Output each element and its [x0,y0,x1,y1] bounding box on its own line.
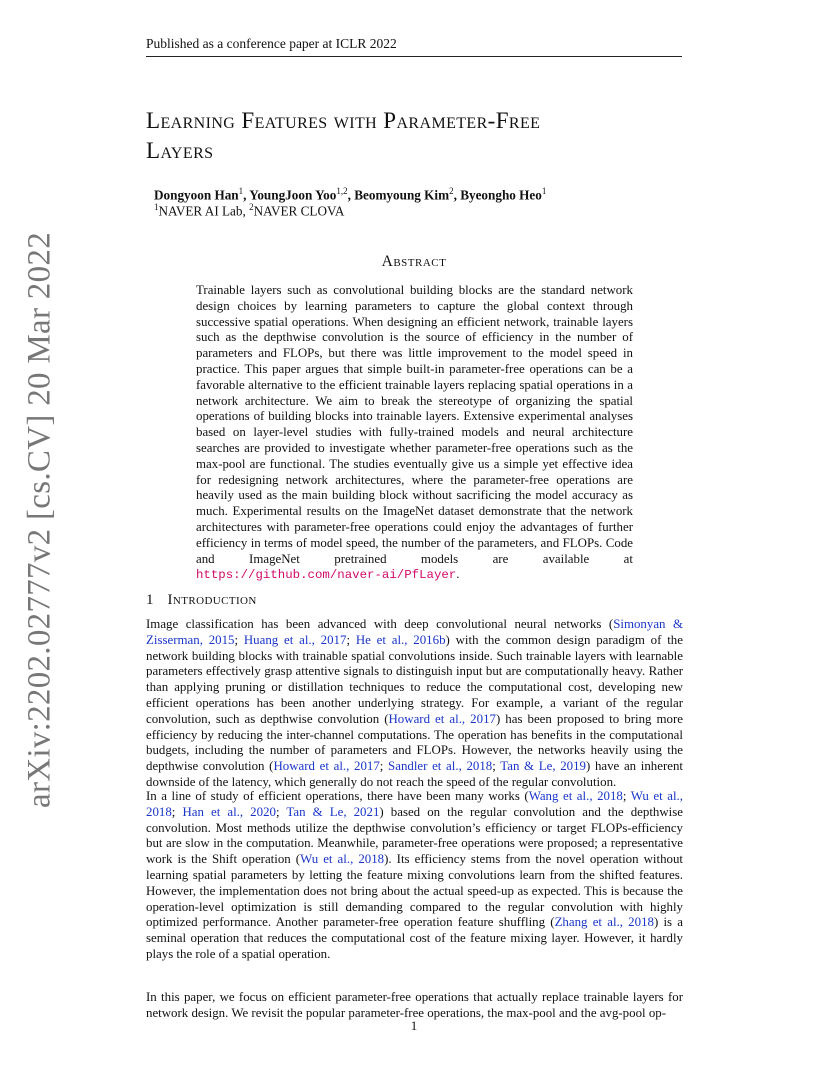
citation-link[interactable]: Wu et al., 2018 [300,852,385,867]
citation-link[interactable]: Simonyan & Zisserman, 2015 [146,617,683,647]
author-affiliation-mark: 1,2 [336,186,348,196]
title-line-1: Learning Features with Parameter-Free [146,108,541,133]
section-number: 1 [146,592,154,608]
page-number: 1 [410,1018,418,1033]
running-header: Published as a conference paper at ICLR 2022 [146,36,682,57]
abstract-body: Trainable layers such as convolutional building blocks are the standard network design choices by learning parameters to capture the global context through successive spatial operations. When designing an efficient network, trainable layers such as the depthwise convolution is the source of efficiency in the number of parameters and FLOPs, but there was little improvement to the model speed in practice. This paper argues that simple built-in parameter-free operations can be a favorable alternative to the efficient trainable layers replacing spatial operations in a network architecture. We aim to break the stereotype of organizing the spatial operations of building blocks into trainable layers. Extensive experimental analyses based on layer-level studies with fully-trained models and neural architecture searches are provided to investigate whether parameter-free operations such as the max-pool are functional. The studies eventually give us a simple yet effective idea for redesigning network architectures, where the parameter-free operations are heavily used as the main building block without sacrificing the model accuracy as much. Experimental results on the ImageNet dataset demonstrate that the network architectures with parameter-free operations could enjoy the advantages of further efficiency in terms of model speed, the number of the parameters, and FLOPs. Code and ImageNet pretrained models are available at https://github.com/naver-ai/PfLayer. [196,283,633,583]
citation-link[interactable]: Howard et al., 2017 [388,711,496,726]
affiliation-name: NAVER AI Lab, [158,203,250,219]
arxiv-id-text: arXiv:2202.02777v2 [cs.CV] 20 Mar 2022 [21,232,58,808]
title-line-2: Layers [146,138,214,163]
section-heading-introduction [146,592,257,609]
author-affiliation-mark: 1 [541,186,547,196]
affiliation-name: NAVER CLOVA [253,203,345,219]
author-affiliation-mark: 2 [449,186,454,196]
author-name: Dongyoon Han [154,187,239,203]
author-affiliation-mark: 1 [238,186,244,196]
citation-link[interactable]: Howard et al., 2017 [273,759,380,774]
intro-paragraph-2: In a line of study of efficient operations, there have been many works (Wang et al., 2018; Wu et al., 2018; Han et al., 2020; Tan & Le, 2021) based on the regular convolution and the depthwise convolution. Most methods utilize the depthwise convolution’s efficiency or target FLOPs-efficiency but are slow in the computation. Meanwhile, parameter-free operations were proposed; a representative work is the Shift operation (Wu et al., 2018). Its efficiency stems from the novel operation without learning spatial parameters by letting the feature mixing convolutions learn from the shifted features. However, the implementation does not bring about the actual speed-up as expected. This is because the operation-level optimization is still demanding compared to the regular convolution with highly optimized performance. Another parameter-free operation feature shuffling (Zhang et al., 2018) is a seminal operation that reduces the computational cost of the feature mixing layer. However, it hardly plays the role of a spatial operation. [146,789,684,961]
citation-link[interactable]: Tan & Le, 2021 [286,804,380,819]
citation-link[interactable]: Huang et al., 2017 [243,632,347,647]
intro-paragraph-3: In this paper, we focus on efficient parameter-free operations that actually replace trainable layers for network design. We revisit the popular parameter-free operations, the max-pool and the avg-pool op- [146,990,683,1020]
affiliations [154,199,714,219]
author-name: YoungJoon Yoo [249,187,337,203]
author-name: Byeongho Heo [460,187,542,203]
citation-link[interactable]: Tan & Le, 2019 [500,759,586,774]
section-title: Introduction [167,592,257,608]
abstract-heading: Abstract [381,253,447,270]
citation-link[interactable]: Wu et al., 2018 [146,789,684,819]
affiliation-mark: 1 [154,202,159,212]
citation-link[interactable]: Sandler et al., 2018 [388,759,493,774]
affiliation-mark: 2 [249,202,254,212]
citation-link[interactable]: Zhang et al., 2018 [554,915,654,930]
author-name: Beomyoung Kim [354,187,450,203]
citation-link[interactable]: Wang et al., 2018 [528,789,623,803]
citation-link[interactable]: Han et al., 2020 [182,804,276,819]
citation-link[interactable]: He et al., 2016b [355,632,446,647]
paper-title [146,106,686,166]
code-repository-link[interactable]: https://github.com/naver-ai/PfLayer [196,568,457,583]
intro-paragraph-1: Image classification has been advanced with deep convolutional neural networks (Simonyan & Zisserman, 2015; Huang et al., 2017; He et al., 2016b) with the common design paradigm of the network building blocks with trainable spatial convolutions inside. Such trainable layers with learnable parameters effectively grasp attentive signals to distinguish input but are computationally heavy. Rather than applying pruning or distillation techniques to reduce the computational cost, developing new efficient operations has been another underlying strategy. For example, a variant of the regular convolution, such as depthwise convolution (Howard et al., 2017) has been proposed to bring more efficiency by reducing the inter-channel computations. The operation has benefits in the computational budgets, including the number of parameters and FLOPs. However, the networks heavily using the depthwise convolution (Howard et al., 2017; Sandler et al., 2018; Tan & Le, 2019) have an inherent downside of the latency, which generally do not reach the speed of the regular convolution. [146,617,683,789]
abstract-text: Trainable layers such as convolutional building blocks are the standard network design choices by learning parameters to capture the global context through successive spatial operations. When designing an efficient network, trainable layers such as the depthwise convolution is the source of efficiency in the number of parameters and FLOPs, but there was little improvement to the model speed in practice. This paper argues that simple built-in parameter-free operations can be a favorable alternative to the efficient trainable layers replacing spatial operations in a network architecture. We aim to break the stereotype of organizing the spatial operations of building blocks into trainable layers. Extensive experimental analyses based on layer-level studies with fully-trained models and neural architecture searches are provided to investigate whether parameter-free operations such as the max-pool are functional. The studies eventually give us a simple yet effective idea for redesigning network architectures, where the parameter-free operations are heavily used as the main building block without sacrificing the model accuracy as much. Experimental results on the ImageNet dataset demonstrate that the network architectures with parameter-free operations could enjoy the advantages of further efficiency in terms of model speed, the number of the parameters, and FLOPs. Code and ImageNet pretrained models are available at [196,283,633,566]
author-list: Dongyoon Han$^1$, YoungJoon Yoo$^{1,2}$, Beomyoung Kim$^2$, Byeongho Heo$^1$ [154,186,547,203]
